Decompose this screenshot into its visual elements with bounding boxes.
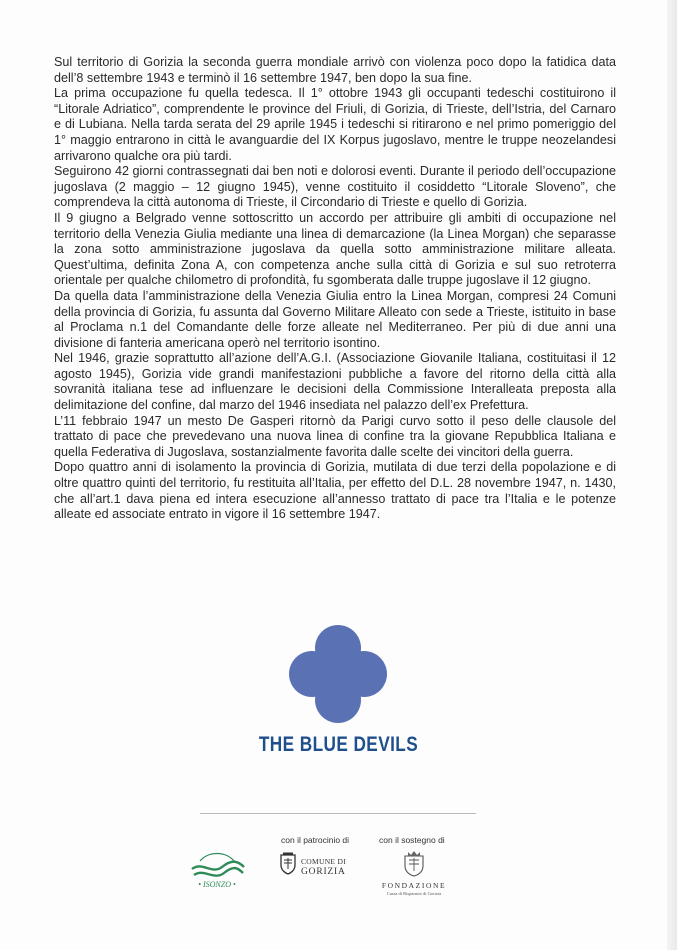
paragraph: La prima occupazione fu quella tedesca. Il 1° ottobre 1943 gli occupanti tedeschi costituirono il “Litorale Adriatico”, comprendente le province del Friuli, di Gorizia, di Trieste, dell’Istria, del Carnaro e di Lubiana. Nella tarda serata del 29 aprile 1945 i tedeschi si ritirarono e nel primo pomeriggio del 1° maggio entrarono in città le avanguardie del IX Korpus jugoslavo, mentre le truppe neozelandesi arrivarono qualche ora più tardi. [54,86,616,163]
paragraph: Dopo quattro anni di isolamento la provincia di Gorizia, mutilata di due terzi della popolazione e di oltre quattro quinti del territorio, fu restituita all’Italia, per effetto del D.L. 28 novembre 1947, n. 1430, che all’art.1 dava piena ed intera esecuzione all’annesso trattato di pace tra l’Italia e le potenze alleate ed associate entrato in vigore il 16 settembre 1947. [54,460,616,522]
fondazione-subtitle: Cassa di Risparmio di Gorizia [386,891,442,896]
foundation-crest-icon [401,850,427,878]
comune-line1: COMUNE DI [301,857,346,866]
city-crest-icon [278,852,298,876]
isonzo-logo-lettering: • ISONZO • [198,880,236,889]
river-wave-logo-icon [186,843,248,893]
paragraph: Da quella data l’amministrazione della Venezia Giulia entro la Linea Morgan, compresi 24 Comuni della provincia di Gorizia, fu assunta dal Governo Militare Alleato con sede a Trieste, istituito in base al Proclama n.1 del Comandante delle forze alleate nel Mediterraneo. Per più di due anni una divisione di fanteria americana operò nel territorio isontino. [54,288,616,350]
article-body [54,55,616,523]
fondazione-name: FONDAZIONE [381,881,447,890]
quatrefoil-icon [282,624,394,724]
paragraph: Nel 1946, grazie soprattutto all’azione dell’A.G.I. (Associazione Giovanile Italiana, costituitasi il 12 agosto 1945), Gorizia vide grandi manifestazioni pubbliche a favore del ritorno della città alla sovranità italiana tese ad influenzare le decisioni della Commissione Interalleata preposta alla delimitazione del confine, dal marzo del 1946 insediata nel palazzo dell’ex Prefettura. [54,351,616,413]
patrocinio-label: con il patrocinio di [281,835,350,845]
paragraph: Il 9 giugno a Belgrado venne sottoscritto un accordo per attribuire gli ambiti di occupazione nel territorio della Venezia Giulia mediante una linea di demarcazione (la Linea Morgan) che separasse la zona sotto amministrazione jugoslava da quella sotto amministrazione militare alleata. Quest’ultima, definita Zona A, con competenza anche sulla città di Gorizia e sul suo retroterra orientale per qualche chilometro di profondità, fu sgomberata dalle truppe jugoslave il 12 giugno. [54,210,616,288]
brand-title: THE BLUE DEVILS [258,733,419,756]
sostegno-label: con il sostegno di [379,835,445,845]
paragraph: Sul territorio di Gorizia la seconda guerra mondiale arrivò con violenza poco dopo la fatidica data dell’8 settembre 1943 e terminò il 16 settembre 1947, ben dopo la sua fine. [54,55,616,85]
paragraph: Seguirono 42 giorni contrassegnati dai ben noti e dolorosi eventi. Durante il periodo dell’occupazione jugoslava (2 maggio – 12 giugno 1945), venne costituito il cosiddetto “Litorale Sloveno”, che comprendeva la città autonoma di Trieste, il Circondario di Trieste e quello di Gorizia. [54,164,616,210]
comune-logo [301,857,346,877]
footer-divider [200,813,476,814]
page-edge-shadow [667,0,677,950]
comune-line2: GORIZIA [301,867,346,877]
paragraph: L’11 febbraio 1947 un mesto De Gasperi ritornò da Parigi curvo sotto il peso delle clausole del trattato di pace che prevedevano una nuova linea di confine tra la giovane Repubblica Italiana e quella Federativa di Jugoslava, sostanzialmente favorita dalle scelte dei vincitori della guerra. [54,413,616,459]
